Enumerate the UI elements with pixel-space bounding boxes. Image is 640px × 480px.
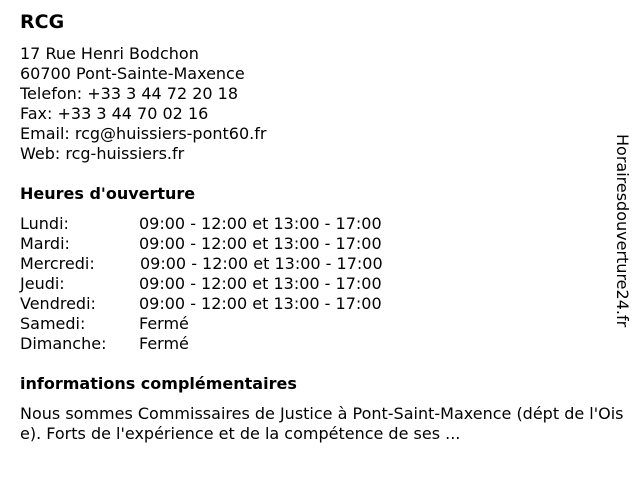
fax-line: Fax: +33 3 44 70 02 16 bbox=[20, 104, 209, 123]
hours-day: Mardi: bbox=[20, 234, 70, 253]
contact-block bbox=[20, 44, 266, 164]
hours-day: Samedi: bbox=[20, 314, 86, 333]
email-line: Email: rcg@huissiers-pont60.fr bbox=[20, 124, 267, 143]
address-line-city: 60700 Pont-Sainte-Maxence bbox=[20, 64, 245, 83]
business-name: RCG bbox=[20, 11, 65, 33]
hours-day: Mercredi: bbox=[20, 254, 95, 273]
info-heading: informations complémentaires bbox=[20, 374, 297, 393]
hours-day: Jeudi: bbox=[20, 274, 65, 293]
info-description: Nous sommes Commissaires de Justice à Pont-Saint-Maxence (dépt de l'Oise). Forts de l'expérience et de la compétence de ses ... bbox=[20, 404, 624, 443]
web-line: Web: rcg-huissiers.fr bbox=[20, 144, 185, 163]
hours-time: 09:00 - 12:00 et 13:00 - 17:00 bbox=[139, 294, 382, 313]
phone-line: Telefon: +33 3 44 72 20 18 bbox=[20, 84, 239, 103]
hours-time: 09:00 - 12:00 et 13:00 - 17:00 bbox=[139, 214, 382, 233]
hours-time: 09:00 - 12:00 et 13:00 - 17:00 bbox=[139, 274, 382, 293]
hours-day: Lundi: bbox=[20, 214, 69, 233]
hours-heading: Heures d'ouverture bbox=[20, 184, 196, 203]
hours-time: Fermé bbox=[139, 334, 189, 353]
hours-time: 09:00 - 12:00 et 13:00 - 17:00 bbox=[140, 254, 383, 273]
hours-day: Dimanche: bbox=[20, 334, 107, 353]
hours-time: Fermé bbox=[139, 314, 189, 333]
hours-time: 09:00 - 12:00 et 13:00 - 17:00 bbox=[139, 234, 382, 253]
site-watermark: Horairesdouverture24.fr bbox=[613, 134, 632, 328]
hours-day: Vendredi: bbox=[20, 294, 96, 313]
address-line-street: 17 Rue Henri Bodchon bbox=[20, 44, 199, 63]
